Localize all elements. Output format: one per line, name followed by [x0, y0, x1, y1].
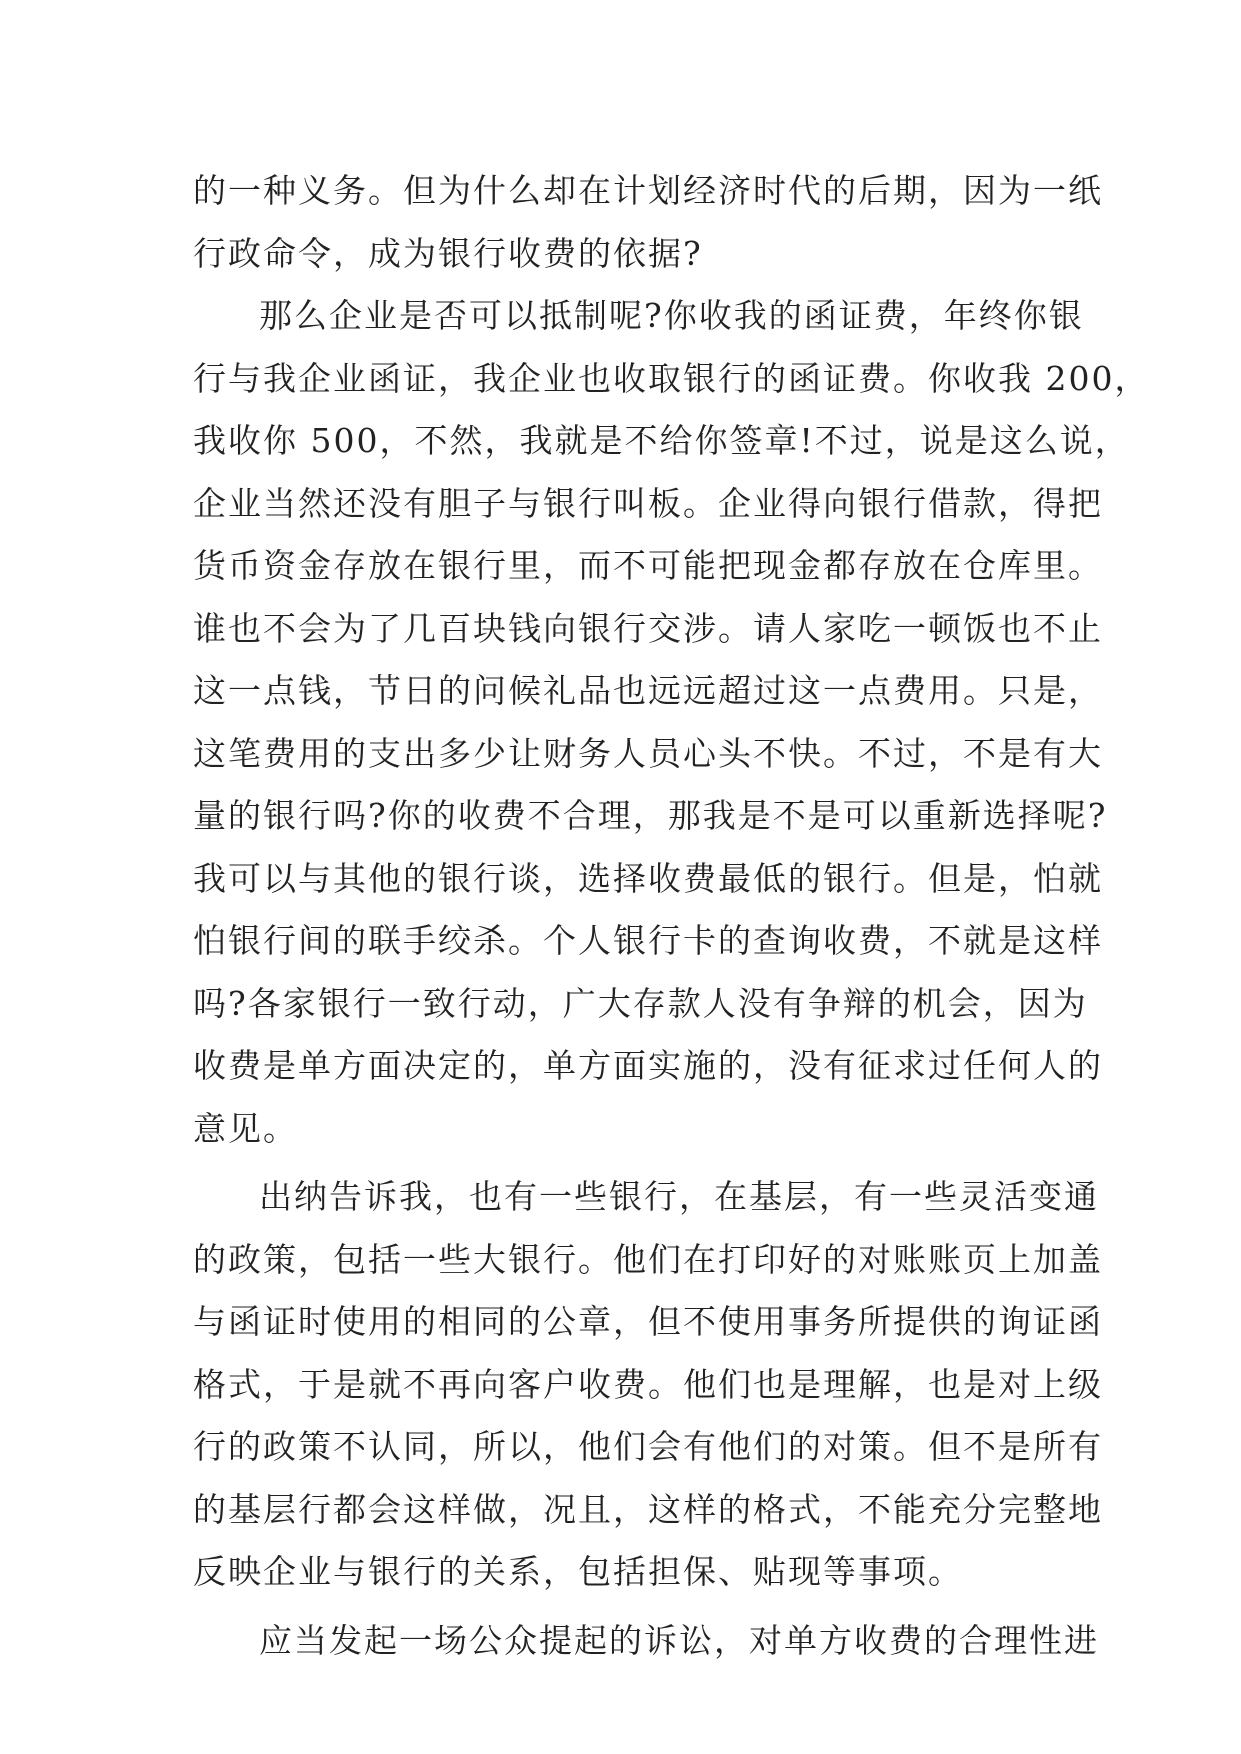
text-line: 行政命令，成为银行收费的依据?: [193, 233, 703, 273]
text-line: 的一种义务。但为什么却在计划经济时代的后期，因为一纸: [193, 171, 1103, 210]
text-line: 这笔费用的支出多少让财务人员心头不快。不过，不是有大: [193, 733, 1103, 773]
text-line: 那么企业是否可以抵制呢?你收我的函证费，年终你银: [259, 296, 1084, 335]
text-line: 应当发起一场公众提起的诉讼，对单方收费的合理性进: [259, 1620, 1099, 1660]
text-line: 货币资金存放在银行里，而不可能把现金都存放在仓库里。: [193, 546, 1103, 585]
text-line: 谁也不会为了几百块钱向银行交涉。请人家吃一顿饭也不止: [193, 608, 1103, 648]
text-line: 反映企业与银行的关系，包括担保、贴现等事项。: [193, 1552, 963, 1591]
text-line: 这一点钱，节日的问候礼品也远远超过这一点费用。只是，: [193, 671, 1103, 710]
text-line: 的基层行都会这样做，况且，这样的格式，不能充分完整地: [193, 1489, 1103, 1529]
paragraph-3: [193, 1166, 1103, 1604]
text-line: 我收你 500，不然，我就是不给你签章!不过，说是这么说，: [193, 421, 1130, 460]
paragraph-2: [193, 285, 1150, 1160]
text-line: 吗?各家银行一致行动，广大存款人没有争辩的机会，因为: [193, 983, 1088, 1023]
text-line: 量的银行吗?你的收费不合理，那我是不是可以重新选择呢?: [193, 796, 1108, 835]
text-line: 出纳告诉我，也有一些银行，在基层，有一些灵活变通: [259, 1177, 1099, 1216]
text-line: 格式，于是就不再向客户收费。他们也是理解，也是对上级: [193, 1364, 1103, 1404]
text-line: 收费是单方面决定的，单方面实施的，没有征求过任何人的: [193, 1046, 1103, 1085]
text-line: 我可以与其他的银行谈，选择收费最低的银行。但是，怕就: [193, 858, 1103, 898]
paragraph-1: [193, 160, 1103, 285]
article-body: [193, 160, 1150, 1672]
paragraph-4: [193, 1610, 1099, 1673]
text-line: 的政策，包括一些大银行。他们在打印好的对账账页上加盖: [193, 1239, 1103, 1279]
text-line: 企业当然还没有胆子与银行叫板。企业得向银行借款，得把: [193, 483, 1103, 523]
text-line: 行的政策不认同，所以，他们会有他们的对策。但不是所有: [193, 1427, 1103, 1466]
text-line: 意见。: [193, 1108, 298, 1148]
text-line: 行与我企业函证，我企业也收取银行的函证费。你收我 200，: [193, 358, 1150, 398]
text-line: 与函证时使用的相同的公章，但不使用事务所提供的询证函: [193, 1302, 1103, 1341]
text-line: 怕银行间的联手绞杀。个人银行卡的查询收费，不就是这样: [193, 921, 1103, 960]
